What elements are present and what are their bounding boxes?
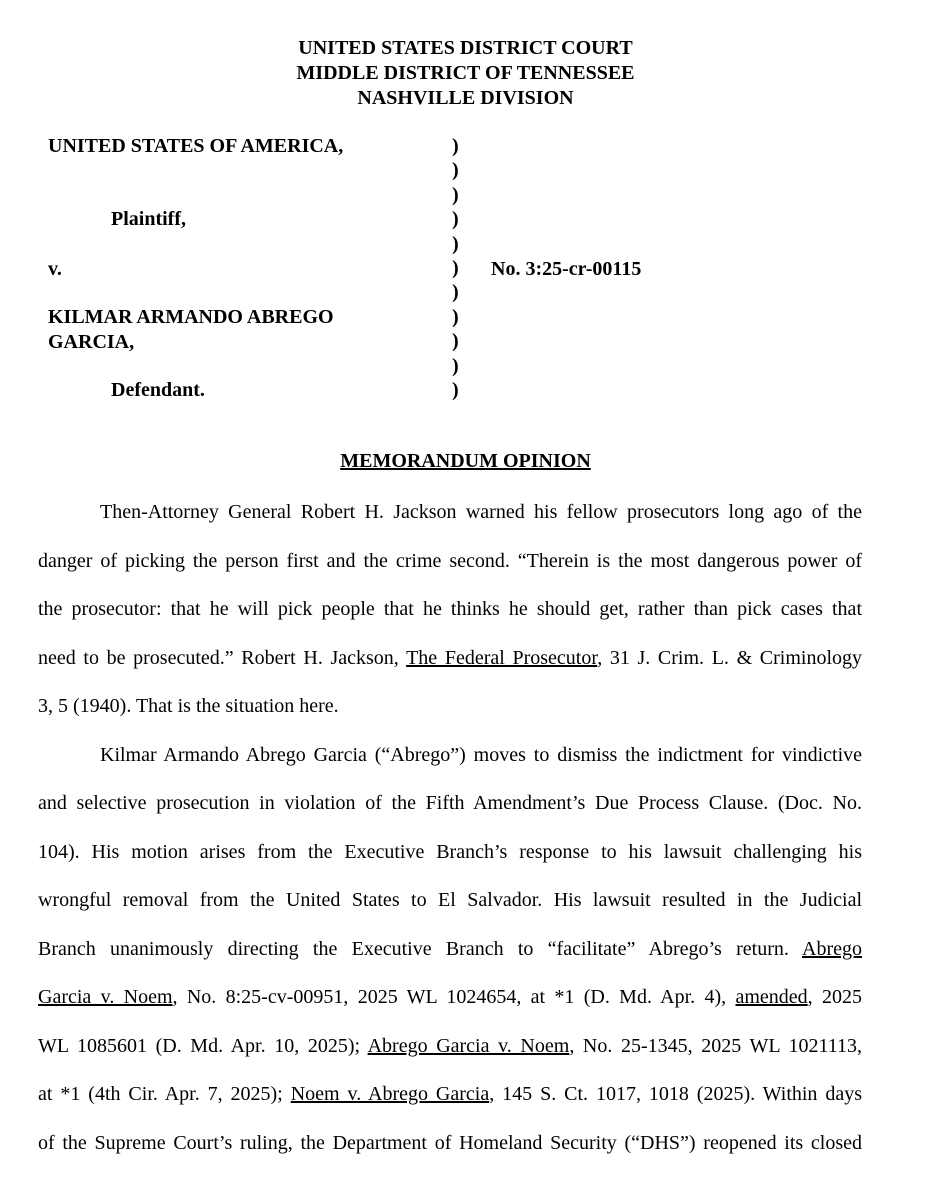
case-citation: Noem v. Abrego Garcia (290, 1083, 490, 1105)
body-text: at *1 (4th Cir. Apr. 7, 2025); (38, 1083, 291, 1105)
body-text: Branch unanimously directing the Executive Branch to “facilitate” Abrego’s return. (38, 938, 803, 960)
paren: ) (452, 135, 459, 157)
case-citation: Abrego Garcia v. Noem (367, 1035, 570, 1057)
paren: ) (452, 354, 459, 377)
body-text: , 2025 (807, 986, 862, 1008)
body-line: Kilmar Armando Abrego Garcia (“Abrego”) moves to dismiss the indictment for vindictive (100, 744, 862, 766)
body-line: the prosecutor: that he will pick people that he thinks he should get, rather than pick cases that (38, 598, 862, 620)
defendant-role: Defendant. (111, 379, 205, 401)
division-name: NASHVILLE DIVISION (357, 87, 574, 109)
paren: ) (452, 183, 459, 206)
case-citation: amended (735, 986, 808, 1008)
paren: ) (452, 208, 459, 231)
body-line: wrongful removal from the United States to El Salvador. His lawsuit resulted in the Judicial (38, 889, 862, 911)
paren: ) (452, 330, 459, 353)
versus: v. (48, 258, 62, 280)
paren: ) (452, 305, 459, 328)
district-name: MIDDLE DISTRICT OF TENNESSEE (296, 62, 635, 84)
body-line: danger of picking the person first and the crime second. “Therein is the most dangerous power of (38, 550, 862, 572)
plaintiff-name: UNITED STATES OF AMERICA, (48, 135, 344, 157)
paren: ) (452, 379, 459, 402)
paren: ) (452, 232, 459, 255)
case-citation: Abrego (802, 938, 862, 960)
document-title: MEMORANDUM OPINION (340, 450, 591, 472)
citation-title: The Federal Prosecutor (406, 647, 598, 669)
defendant-name-line1: KILMAR ARMANDO ABREGO (48, 306, 334, 328)
body-line (38, 646, 862, 670)
body-line: of the Supreme Court’s ruling, the Department of Homeland Security (“DHS”) reopened its closed (38, 1132, 862, 1154)
body-line (38, 1034, 862, 1058)
paren: ) (452, 281, 459, 304)
body-text: , 145 S. Ct. 1017, 1018 (2025). Within days (489, 1083, 863, 1105)
caption-parens (452, 134, 459, 402)
court-name: UNITED STATES DISTRICT COURT (298, 37, 633, 59)
body-text: WL 1085601 (D. Md. Apr. 10, 2025); (38, 1035, 368, 1057)
body-line: Then-Attorney General Robert H. Jackson warned his fellow prosecutors long ago of the (100, 501, 862, 523)
body-line (38, 985, 862, 1009)
body-line: and selective prosecution in violation of the Fifth Amendment’s Due Process Clause. (Doc. No. (38, 792, 862, 814)
defendant-name-line2: GARCIA, (48, 331, 135, 353)
body-line: 104). His motion arises from the Executive Branch’s response to his lawsuit challenging his (38, 841, 862, 863)
plaintiff-role: Plaintiff, (111, 208, 186, 230)
paren: ) (452, 159, 459, 182)
case-number: No. 3:25-cr-00115 (491, 258, 642, 280)
court-heading (0, 36, 931, 111)
body-line: 3, 5 (1940). That is the situation here. (38, 695, 339, 717)
body-line (38, 937, 862, 961)
body-line (38, 1082, 862, 1106)
body-text: , No. 25-1345, 2025 WL 1021113, (569, 1035, 863, 1057)
body-text: , 31 J. Crim. L. & Criminology (597, 647, 862, 669)
body-text: , No. 8:25-cv-00951, 2025 WL 1024654, at *1 (D. Md. Apr. 4), (172, 986, 736, 1008)
case-citation: Garcia v. Noem (38, 986, 173, 1008)
body-text: need to be prosecuted.” Robert H. Jackson, (38, 647, 407, 669)
paren: ) (452, 257, 459, 280)
